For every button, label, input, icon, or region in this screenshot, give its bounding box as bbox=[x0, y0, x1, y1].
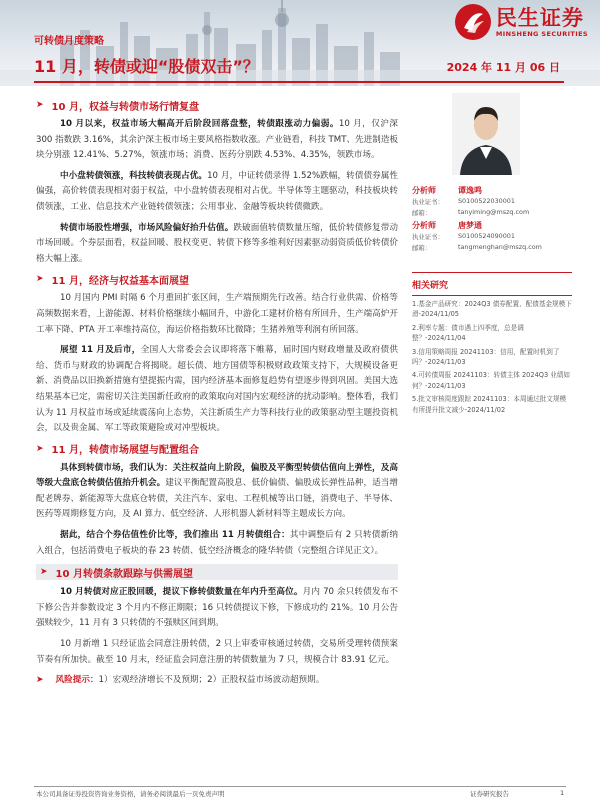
section-heading: ➤ 10 月，权益与转债市场行情复盘 bbox=[36, 100, 199, 113]
section-arrow-icon: ➤ bbox=[36, 274, 44, 285]
paragraph: 10 月转债对应正股回暖，提议下修转债数量在年内升至高位。月内 70 余只转债发布不下修公告并参数设定 3 个月内不修正期限；16 只转债提议下修，下修成功约 21%。10 月公告强赎较少，11 月有 3 只转债的不强赎区间到期。 bbox=[36, 587, 398, 629]
related-research-link[interactable]: 2.利率专题：债市遇上四季度，总是调整？-2024/11/04 bbox=[412, 323, 524, 343]
analyst-row: 分析师 谭逸鸣 bbox=[412, 186, 482, 195]
analyst-email: 邮箱： tanyiming@mszq.com bbox=[412, 208, 530, 217]
section-arrow-icon: ➤ bbox=[40, 567, 48, 578]
brand-logo-icon bbox=[455, 4, 491, 40]
header-banner bbox=[0, 0, 600, 86]
analyst-row: 分析师 唐梦通 bbox=[412, 221, 482, 230]
paragraph: 展望 11 月及后市，全国人大常委会会议即将落下帷幕，届时国内财政增量及政府债供给、货币与财政的协调配合将揭晓。超长债、地方国债等积极财政政策支持下，大规模设备更新、消费品以旧换新措施有望提振内需，国内经济基本面修复趋势有望逐步得到巩固。美国大选结果基本已定，需密切关注美国新任政府的政策取向对国内宏观经济的扰动影响。整体看，我们认为 11 月权益市场或延续震荡向上态势，关注新质生产力等科技行业的政策驱动型主题投资机会，以及贵金属、军工等政策避险或对冲型板块。 bbox=[36, 345, 398, 434]
paragraph: 据此，结合个券估值性价比等，我们推出 11 月转债组合：其中调整后有 2 只转债新纳入组合，包括消费电子板块的春 23 转债、低空经济概念的隆华转债（完整组合详见正文）。 bbox=[36, 530, 398, 556]
page-number: 1 bbox=[560, 789, 565, 797]
section-heading: ➤ 10 月转债条款跟踪与供需展望 bbox=[36, 564, 398, 580]
paragraph: 具体到转债市场，我们认为：关注权益向上阶段，偏股及平衡型转债估值向上弹性，及高等级大盘底仓转债估值抬升机会。建议平衡配置高股息、低价偏债、偏股成长弹性品种，适当增配老牌券、新能源等大盘底仓转债，关注汽车、家电、工程机械等出口链，消费电子、半导体、医药等周期修复方向，及 AI 算力、低空经济、人形机器人新材料等主题成长方向。 bbox=[36, 462, 398, 520]
risk-arrow-icon: ➤ bbox=[36, 675, 44, 686]
section-arrow-icon: ➤ bbox=[36, 100, 44, 110]
analyst-name: 谭逸鸣 bbox=[458, 186, 482, 195]
related-research-link[interactable]: 3.信用策略周报 20241103：信用，配置时机到了吗？-2024/11/03 bbox=[412, 347, 560, 367]
related-research-link[interactable]: 4.可转债周报 20241103：转债主体 2024Q3 业绩如何？-2024/11/03 bbox=[412, 371, 571, 390]
report-date: 2024 年 11 月 06 日 bbox=[446, 61, 560, 74]
sidebar-divider bbox=[412, 272, 572, 273]
analyst-name: 唐梦通 bbox=[458, 221, 482, 230]
paragraph: 转债市场股性增强，市场风险偏好抬升估值。跌破面值转债数量压缩，低价转债修复带动市场回暖。个券层面看，权益回暖、股权变更、转债下修等多维利好因素驱动弱资质低价转债价格大幅上涨。 bbox=[36, 222, 398, 264]
analyst-photo bbox=[452, 93, 520, 175]
section-heading: ➤ 11 月，经济与权益基本面展望 bbox=[36, 274, 189, 287]
sidebar bbox=[412, 184, 572, 415]
brand-name-cn: 民生证券 bbox=[495, 6, 584, 30]
footer-divider bbox=[34, 786, 566, 787]
related-research-link[interactable]: 1.基金产品研究：2024Q3 债券配置、配债基金规模下滑-2024/11/05 bbox=[412, 300, 572, 319]
brand-logo bbox=[455, 4, 588, 40]
title-divider bbox=[34, 81, 564, 83]
document-type: 可转债月度策略 bbox=[34, 36, 104, 47]
related-research-link[interactable]: 5.批文审核周度跟踪 20241103：本周通过批文规模有所提升批文减少-2024/11/02 bbox=[412, 395, 567, 414]
risk-warning: ➤ 风险提示：1）宏观经济增长不及预期；2）正股权益市场波动超预期。 bbox=[36, 675, 325, 686]
paragraph: 10 月新增 1 只经证监会同意注册转债，2 只上审委审核通过转债，交易所受理转债预案节奏有所加快。截至 10 月末，经证监会同意注册的转债数量为 7 只，规模合计 83.91 亿元。 bbox=[36, 639, 398, 665]
page-title: 11 月，转债或迎“股债双击”？ bbox=[34, 57, 259, 76]
paragraph: 10 月国内 PMI 时隔 6 个月重回扩张区间，生产端预期先行改善。结合行业供需、价格等高频数据来看，上游能源、材料价格继续小幅回升，中游化工建材价格有所回升，生产端高炉开工率下降、PTA 开工率维持高位，海运价格指数环比微降；生猪养殖等利润有所回落。 bbox=[36, 293, 398, 335]
footer-report-type: 证券研究报告 bbox=[470, 790, 509, 798]
section-arrow-icon: ➤ bbox=[36, 443, 44, 454]
paragraph: 中小盘转债领涨，科技转债表现占优。10 月，中证转债录得 1.52%跌幅，转债债券属性偏强，高价转债表现相对弱于权益，中小盘转债表现相对占优。半导体等主题驱动，科技板块转债领涨，工业、信息技术产业链转债领涨；公用事业、金融等板块转债微跌。 bbox=[36, 170, 398, 212]
brand-name-en: MINSHENG SECURITIES bbox=[495, 30, 588, 38]
analyst-email: 邮箱： tangmenghan@mszq.com bbox=[412, 243, 542, 252]
footer-disclaimer: 本公司具备证券投资咨询业务资格，请务必阅读最后一页免责声明 bbox=[36, 790, 225, 798]
section-heading: ➤ 11 月，转债市场展望与配置组合 bbox=[36, 443, 199, 457]
analyst-cert: 执业证书： S0100524090001 bbox=[412, 232, 515, 241]
report-body bbox=[36, 98, 398, 689]
analyst-cert: 执业证书： S0100522030001 bbox=[412, 197, 515, 206]
paragraph: 10 月以来，权益市场大幅高开后阶段回落盘整，转债跟涨动力偏弱。10 月，仅沪深 300 指数跌 3.16%，其余沪深主板市场主要风格指数收涨。产业链看，科技 TMT、先进制造板块分别涨 12.41%、5.27%，领涨市场；消费、医药分别跌 4.53%、4.35%，领跌市场。 bbox=[36, 119, 399, 161]
related-research-title: 相关研究 bbox=[412, 278, 572, 296]
